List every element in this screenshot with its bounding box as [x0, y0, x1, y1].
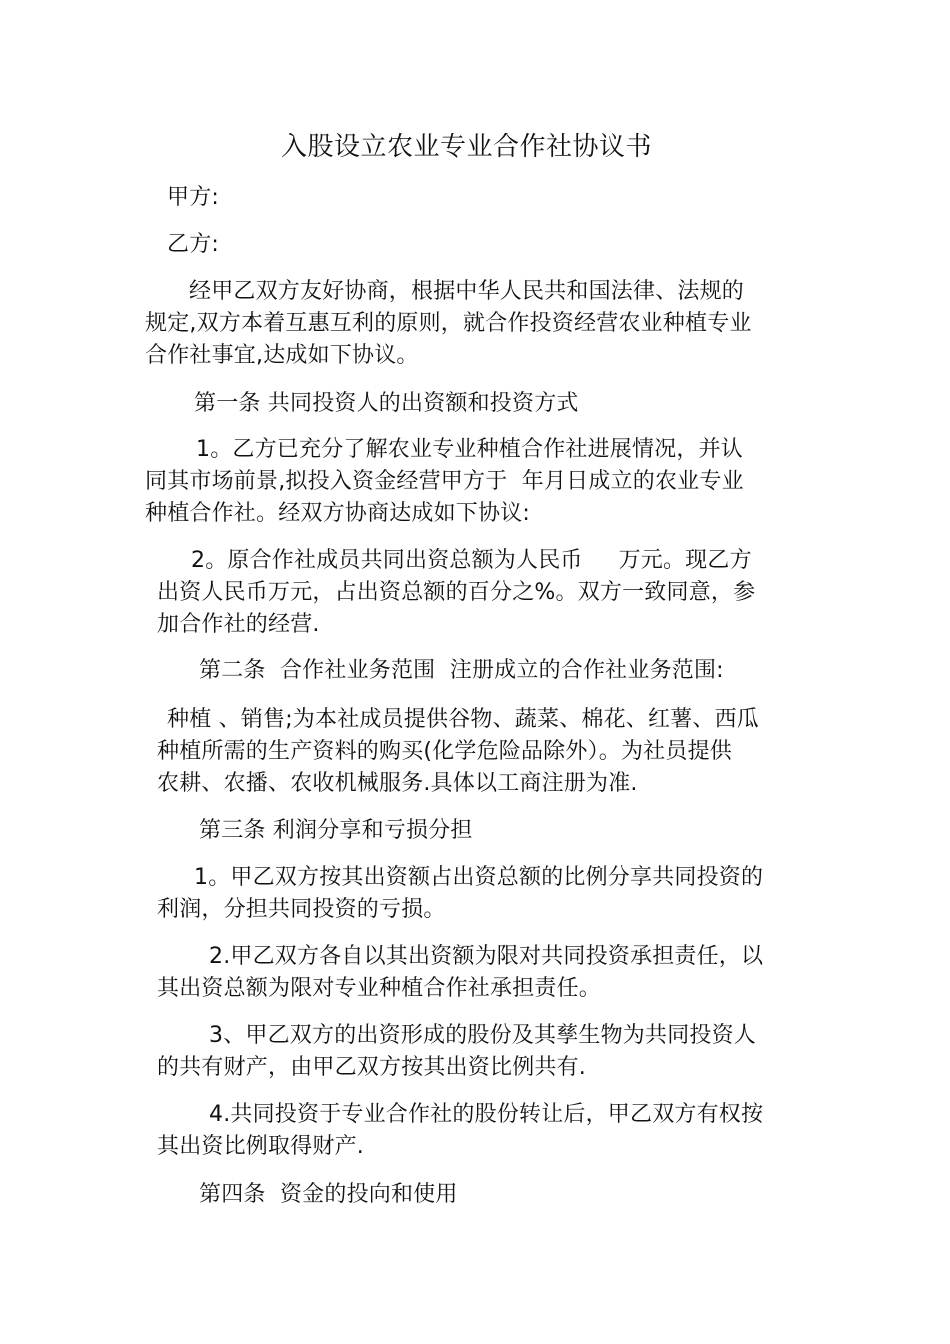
- article-3-item-4-line: 4.共同投资于专业合作社的股份转让后，甲乙双方有权按: [209, 1102, 764, 1127]
- article-1-item-1-line: 同其市场前景,拟投入资金经营甲方于 年月日成立的农业专业: [145, 469, 744, 494]
- article-3-item-3-line: 的共有财产，由甲乙双方按其出资比例共有.: [157, 1055, 586, 1080]
- intro-line: 经甲乙双方友好协商，根据中华人民共和国法律、法规的: [189, 279, 745, 304]
- article-2-body-line: 种植所需的生产资料的购买(化学危险品除外）。为社员提供: [157, 739, 732, 764]
- article-3-item-4-line: 其出资比例取得财产.: [157, 1134, 364, 1159]
- article-1-heading: 第一条 共同投资人的出资额和投资方式: [194, 391, 579, 416]
- article-3-item-1-line: 利润，分担共同投资的亏损。: [157, 897, 446, 922]
- article-3-item-1-line: 1。甲乙双方按其出资额占出资总额的比例分享共同投资的: [194, 865, 764, 890]
- article-3-item-2-line: 其出资总额为限对专业种植合作社承担责任。: [157, 976, 602, 1001]
- article-3-item-3-line: 3、甲乙双方的出资形成的股份及其孳生物为共同投资人: [209, 1023, 756, 1048]
- article-4-heading: 第四条 资金的投向和使用: [199, 1182, 458, 1207]
- article-2-body-line: 农耕、农播、农收机械服务.具体以工商注册为准.: [157, 771, 638, 796]
- article-1-item-2-line: 加合作社的经营.: [157, 612, 320, 637]
- intro-line: 规定,双方本着互惠互利的原则，就合作投资经营农业种植专业: [145, 311, 752, 336]
- article-1-item-1-line: 种植合作社。经双方协商达成如下协议:: [145, 501, 531, 526]
- article-1-item-2-line: 2。原合作社成员共同出资总额为人民币 万元。现乙方: [191, 548, 752, 573]
- article-1-item-2-line: 出资人民币万元，占出资总额的百分之%。双方一致同意，参: [157, 580, 756, 605]
- intro-line: 合作社事宜,达成如下协议。: [145, 343, 419, 368]
- article-1-item-1-line: 1。乙方已充分了解农业专业种植合作社进展情况，并认: [196, 437, 743, 462]
- article-3-item-2-line: 2.甲乙双方各自以其出资额为限对共同投资承担责任，以: [209, 944, 764, 969]
- document-title: 入股设立农业专业合作社协议书: [281, 132, 653, 162]
- article-2-body-line: 种植 、销售;为本社成员提供谷物、蔬菜、棉花、红薯、西瓜: [167, 707, 760, 732]
- article-3-heading: 第三条 利润分享和亏损分担: [199, 818, 473, 843]
- party-b-label: 乙方:: [167, 232, 220, 257]
- party-a-label: 甲方:: [167, 185, 220, 210]
- article-2-heading: 第二条 合作社业务范围 注册成立的合作社业务范围:: [199, 658, 724, 683]
